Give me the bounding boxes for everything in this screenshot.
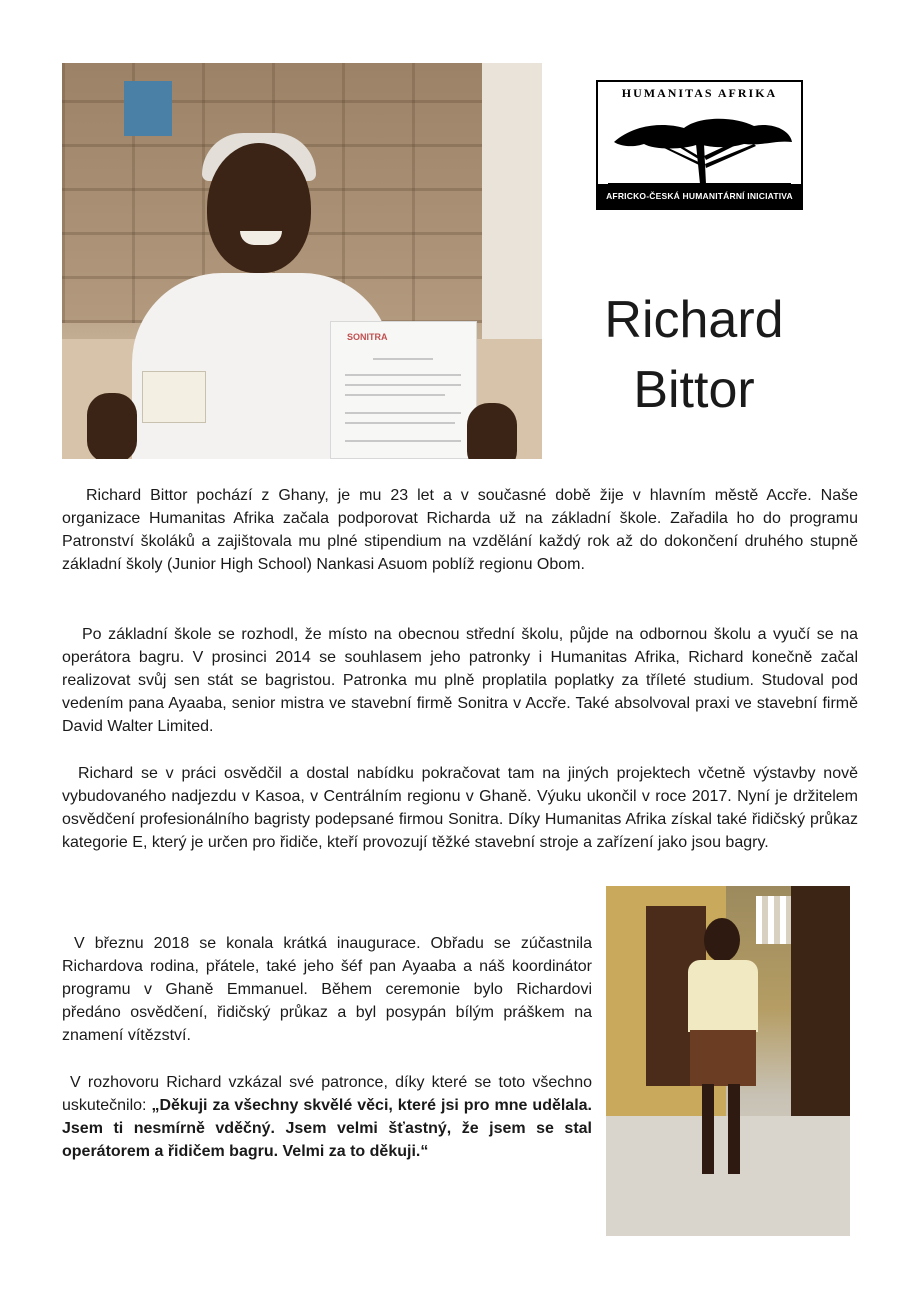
paragraph-4: V březnu 2018 se konala krátká inaugurace. Obřadu se zúčastnila Richardova rodina, přátele, také jeho šéf pan Ayaaba a náš koordinátor programu v Ghaně Emmanuel. Během ceremonie bylo Richardovi předáno osvědčení, řidičský průkaz a byl posypán bílým práškem na znamení vítězství. <box>62 935 592 1044</box>
boy-right-leg <box>728 1084 740 1174</box>
id-card <box>142 371 206 423</box>
boy-shorts <box>690 1030 756 1086</box>
richard-photo <box>62 63 542 459</box>
child-photo <box>606 886 850 1236</box>
right-hand <box>467 403 517 459</box>
paragraph-3: Richard se v práci osvědčil a dostal nabídku pokračovat tam na jiných projektech včetně výstavby nově vybudovaného nadjezdu v Kasoa, v Centrálním regionu v Ghaně. Výuku ukončil v roce 2017. Nyní je držitelem osvědčení profesionálního bagristy podepsané firmou Sonitra. Díky Humanitas Afrika získal také řidičský průkaz kategorie E, který je určen pro řidiče, kteří provozují těžké stavební stroje a zařízení jako jsou bagry. <box>62 765 858 851</box>
paragraph-1: Richard Bittor pochází z Ghany, je mu 23 let a v současné době žije v hlavním městě Accře. Naše organizace Humanitas Afrika začala podporovat Richarda už na základní škole. Zařadila ho do programu Patronství školáků a zajištovala mu plné stipendium na vzdělání každý rok až do dokončení druhého stupně základní školy (Junior High School) Nankasi Asuom poblíž regionu Obom. <box>62 487 858 573</box>
logo-title: HUMANITAS AFRIKA <box>621 86 778 100</box>
boy-head <box>704 918 740 962</box>
last-name: Bittor <box>633 361 755 419</box>
boy-shirt <box>688 960 758 1032</box>
left-hand <box>87 393 137 459</box>
hanging-cloth <box>124 81 172 136</box>
richard-quote: „Děkuji za všechny skvělé věci, které jsi pro mne udělala. Jsem ti nesmírně vděčný. Jsem velmi šťastný, že jsem se stal operátorem a řidičem bagru. Velmi za to děkuji.“ <box>62 1097 592 1160</box>
boy-left-leg <box>702 1084 714 1174</box>
window-grille <box>756 896 792 944</box>
logo-subtitle: AFRICKO-ČESKÁ HUMANITÁRNÍ INICIATIVA <box>598 184 801 208</box>
head <box>207 143 311 273</box>
paragraph-2: Po základní škole se rozhodl, že místo na obecnou střední školu, půjde na odbornou školu a vyučí se na operátora bagru. V prosinci 2014 se souhlasem jeho patronky i Humanitas Afrika, Richard konečně začal realizovat svůj sen stát se bagristou. Patronka mu plně proplatila poplatky za tříleté studium. Studoval pod vedením pana Ayaaba, senior mistra ve stavební firmě Sonitra v Accře. Také absolvoval praxi ve stavební firmě David Walter Limited. <box>62 626 858 735</box>
acacia-tree-icon <box>604 104 795 186</box>
certificate <box>330 321 477 459</box>
paragraph-5-intro: V rozhovoru Richard vzkázal své patronce, díky které se toto všechno uskutečnilo: <box>62 1074 592 1114</box>
first-name: Richard <box>604 291 784 349</box>
person-name <box>580 285 808 425</box>
certificate-logo: SONITRA <box>347 332 388 342</box>
humanitas-afrika-logo <box>596 80 803 210</box>
paragraph-5 <box>62 1071 592 1163</box>
